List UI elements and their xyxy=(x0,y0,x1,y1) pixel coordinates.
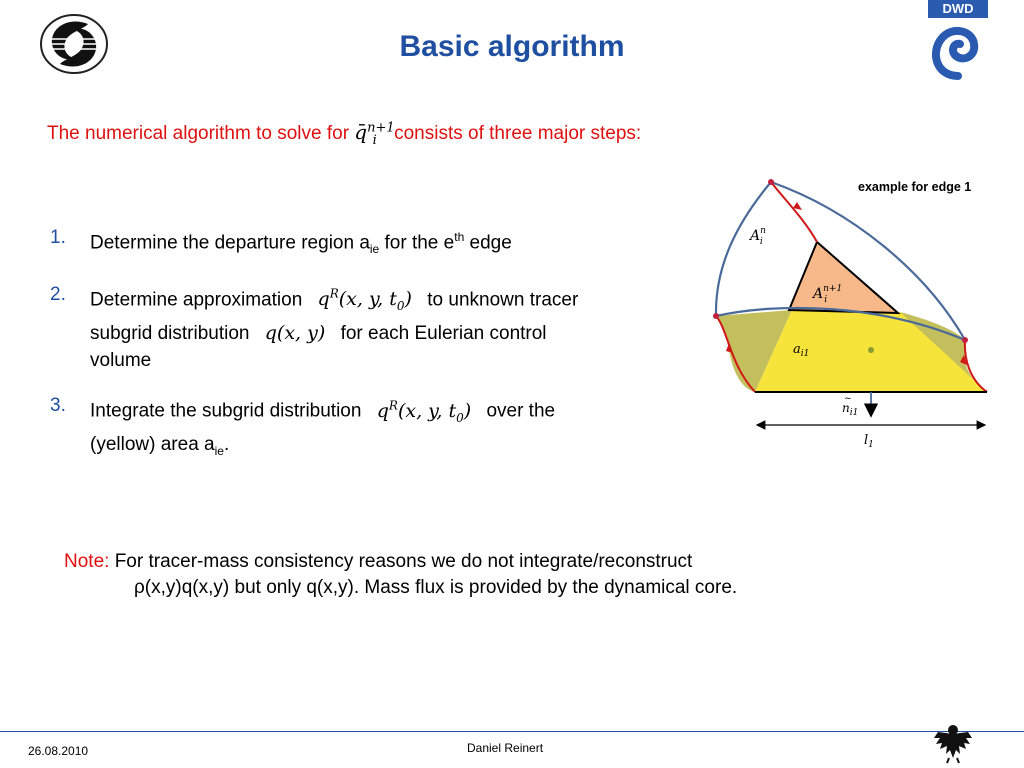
step-number: 2. xyxy=(50,284,66,306)
label-A-n1: $A^{n+1}$ i xyxy=(813,284,843,305)
note-block xyxy=(64,549,944,601)
step-number: 1. xyxy=(50,227,66,248)
page-title: Basic algorithm xyxy=(399,30,625,63)
list-item: 2. Determine approximation $q^R(x$, y, $t_0$) to unknown tracer subgrid distribution q(x, y) for each Eulerian control volume xyxy=(50,281,690,374)
footer-author: Daniel Reinert xyxy=(467,741,544,755)
label-normal: $n_{i1}$ xyxy=(842,401,859,418)
list-item: 3. Integrate the subgrid distribution $q^R(x$, y, $t_0$) over the (yellow) area $a_{ie}$. xyxy=(50,392,690,465)
intro-line xyxy=(47,120,641,148)
list-item: 1. Determine the departure region $a_{ie}$ for the $e^{th}$ edge xyxy=(50,224,690,263)
intro-text-before: The numerical algorithm to solve for xyxy=(47,123,350,144)
math-q: q(x, y) xyxy=(264,322,326,345)
intro-text-after: consists of three major steps: xyxy=(394,123,642,144)
label-a-i1: $a_{i1}$ xyxy=(793,342,810,359)
note-line2: ρ(x,y)q(x,y) but only q(x,y). Mass flux is provided by the dynamical core. xyxy=(134,577,738,598)
label-A-n: $A^n$ i xyxy=(750,226,766,247)
footer-divider xyxy=(0,731,1024,732)
note-line1: For tracer-mass consistency reasons we do not integrate/reconstruct xyxy=(114,551,693,572)
dwd-logo-text: DWD xyxy=(928,0,988,18)
math-qR: $q^R(x$, y, $t_0$) xyxy=(376,398,472,425)
upstream-edge-left xyxy=(716,182,771,316)
intro-math-symbol: q̄$^{n+1}_i$ xyxy=(354,120,395,148)
step-number: 3. xyxy=(50,395,66,417)
math-qR: $q^R(x$, y, $t_0$) xyxy=(317,287,412,314)
footer-date: 26.08.2010 xyxy=(28,744,89,758)
orange-triangle xyxy=(789,242,898,313)
departure-region-diagram xyxy=(700,175,1010,465)
label-l1: $l_1$ xyxy=(864,433,874,450)
figure-caption: example for edge 1 xyxy=(858,180,972,194)
note-label: Note: xyxy=(64,551,110,572)
svg-text:~: ~ xyxy=(844,394,852,404)
steps-list xyxy=(50,224,690,483)
eagle-emblem-icon xyxy=(932,722,974,764)
centroid-dot xyxy=(868,347,874,353)
